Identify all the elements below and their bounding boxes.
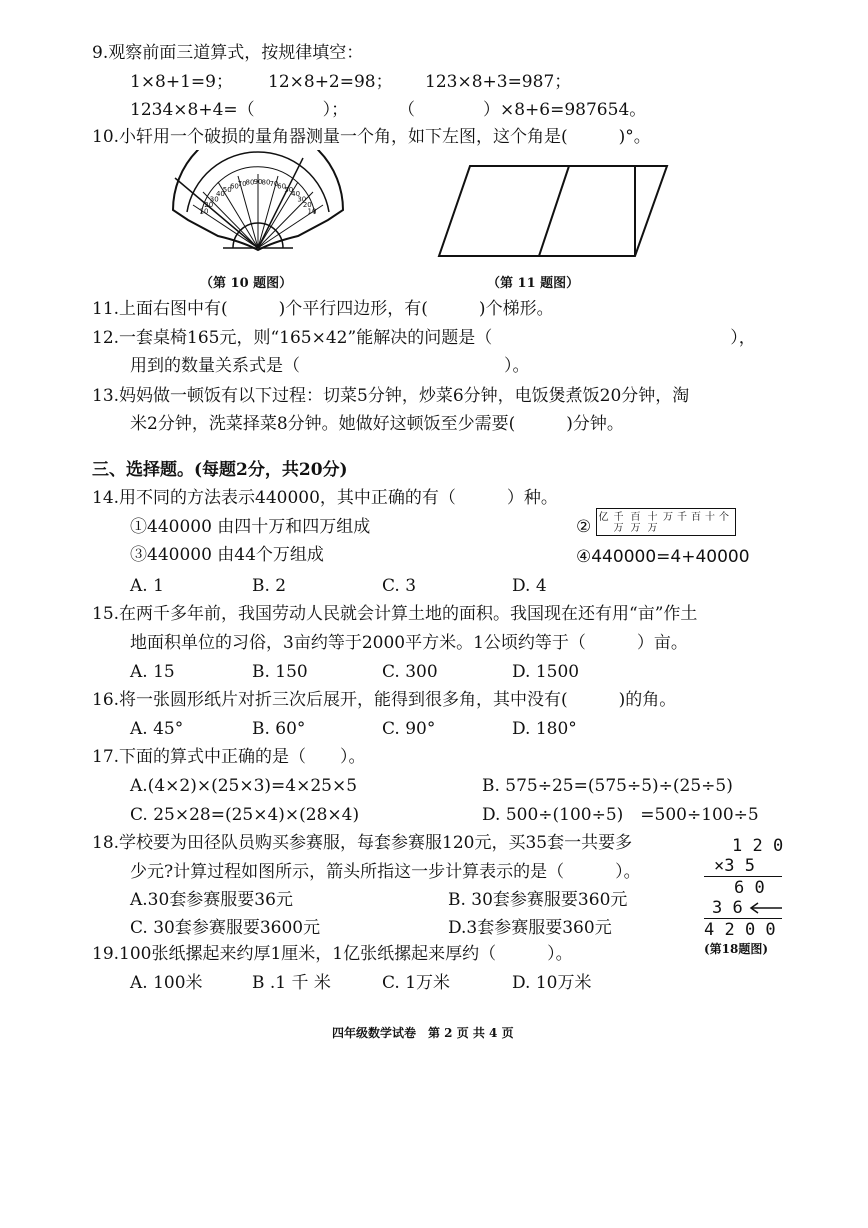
protractor-tick-label: 40 — [215, 190, 225, 199]
q17-text: 17.下面的算式中正确的是（ ）。 — [92, 747, 366, 767]
q14-choice-c[interactable]: C. 3 — [382, 576, 417, 596]
protractor-tick-label: 40 — [291, 190, 301, 199]
calc-row5: 4 2 0 0 — [704, 920, 776, 940]
calc-row1: 1 2 0 — [732, 836, 784, 856]
q14-choice-d[interactable]: D. 4 — [512, 576, 547, 596]
page-footer: 四年级数学试卷 第 2 页 共 4 页 — [332, 1026, 514, 1040]
protractor-tick-label: 20 — [204, 201, 214, 210]
protractor-tick-label: 70 — [269, 180, 279, 188]
protractor-tick-label: 60 — [229, 182, 239, 191]
calc-line2 — [704, 918, 782, 919]
parallelogram-figure — [435, 162, 675, 262]
q14-opt4: ④440000=4+40000 — [576, 547, 750, 567]
q19-choice-c[interactable]: C. 1万米 — [382, 973, 451, 993]
calc-row4: 3 6 — [712, 898, 743, 918]
q9-title: 9.观察前面三道算式，按规律填空： — [92, 43, 364, 63]
calc-row2: ×3 5 — [714, 856, 755, 876]
unit-wan: 万 — [663, 512, 673, 523]
calc-row3: 6 0 — [734, 878, 765, 898]
q15-choice-d[interactable]: D. 1500 — [512, 662, 580, 682]
q18-opt-c[interactable]: C. 30套参赛服要3600元 — [130, 918, 321, 938]
q9-eq5: （ ）×8+6=987654。 — [398, 100, 647, 120]
q16-choice-d[interactable]: D. 180° — [512, 719, 577, 739]
q15-choice-a[interactable]: A. 15 — [130, 662, 175, 682]
q15-line2: 地面积单位的习俗，3亩约等于2000平方米。1公顷约等于（ ）亩。 — [130, 633, 688, 653]
protractor-tick-label: 30 — [297, 195, 307, 204]
q14-text: 14.用不同的方法表示440000，其中正确的有（ ）种。 — [92, 488, 558, 508]
q15-line1: 15.在两千多年前，我国劳动人民就会计算土地的面积。我国现在还有用“亩”作土 — [92, 604, 698, 624]
unit-qianwan: 千万 — [613, 512, 624, 534]
section3-heading: 三、选择题。(每题2分，共20分) — [92, 460, 348, 480]
unit-ge: 个 — [719, 512, 729, 523]
q18-opt-a[interactable]: A.30套参赛服要36元 — [130, 890, 293, 910]
q19-choice-a[interactable]: A. 100米 — [130, 973, 203, 993]
q16-choice-c[interactable]: C. 90° — [382, 719, 436, 739]
q18-line2: 少元?计算过程如图所示，箭头所指这一步计算表示的是（ ）。 — [130, 862, 641, 882]
protractor-tick-label: 60 — [277, 182, 287, 191]
protractor-tick-label: 10 — [199, 207, 209, 216]
fig10-caption: （第 10 题图） — [200, 276, 293, 291]
q16-choice-a[interactable]: A. 45° — [130, 719, 184, 739]
q17-opt-d[interactable]: D. 500÷(100÷5) =500÷100÷5 — [482, 805, 759, 825]
fig18-caption: (第18题图) — [704, 942, 769, 956]
q9-eq3: 123×8+3=987； — [425, 72, 572, 92]
unit-shiwan: 十万 — [647, 512, 658, 534]
q9-eq2: 12×8+2=98； — [268, 72, 393, 92]
q18-line1: 18.学校要为田径队员购买参赛服，每套参赛服120元，买35套一共要多 — [92, 833, 633, 853]
q11-text: 11.上面右图中有( )个平行四边形，有( )个梯形。 — [92, 299, 554, 319]
protractor-tick-label: 10 — [307, 207, 317, 216]
q15-choice-b[interactable]: B. 150 — [252, 662, 308, 682]
q10-text: 10.小轩用一个破损的量角器测量一个角，如下左图，这个角是( )°。 — [92, 127, 651, 147]
q19-text: 19.100张纸摞起来约厚1厘米，1亿张纸摞起来厚约（ ）。 — [92, 944, 573, 964]
protractor-tick-label: 50 — [284, 185, 294, 194]
arrow-icon — [748, 900, 784, 916]
q15-choice-c[interactable]: C. 300 — [382, 662, 438, 682]
protractor-figure — [163, 150, 353, 260]
place-value-chart — [596, 508, 736, 536]
q14-opt2-label: ② — [576, 517, 592, 537]
q14-choice-b[interactable]: B. 2 — [252, 576, 287, 596]
q16-choice-b[interactable]: B. 60° — [252, 719, 306, 739]
q17-opt-b[interactable]: B. 575÷25=(575÷5)÷(25÷5) — [482, 776, 733, 796]
q13-line1: 13.妈妈做一顿饭有以下过程：切菜5分钟，炒菜6分钟，电饭煲煮饭20分钟，淘 — [92, 386, 690, 406]
unit-qian: 千 — [677, 512, 687, 523]
protractor-tick-label: 80 — [261, 178, 271, 187]
q9-eq1: 1×8+1=9； — [130, 72, 233, 92]
calc-line1 — [704, 876, 782, 877]
q14-opt1: ①440000 由四十万和四万组成 — [130, 517, 371, 537]
q17-opt-a[interactable]: A.(4×2)×(25×3)=4×25×5 — [130, 776, 358, 796]
fig11-caption: （第 11 题图） — [487, 276, 580, 291]
q19-choice-b[interactable]: B .1 千 米 — [252, 973, 331, 993]
unit-shi: 十 — [705, 512, 715, 523]
q19-choice-d[interactable]: D. 10万米 — [512, 973, 592, 993]
protractor-tick-label: 80 — [245, 178, 255, 187]
q13-line2: 米2分钟，洗菜择菜8分钟。她做好这顿饭至少需要( )分钟。 — [130, 414, 624, 434]
q12-line1: 12.一套桌椅165元，则“165×42”能解决的问题是（ ）， — [92, 328, 756, 348]
q18-opt-d[interactable]: D.3套参赛服要360元 — [448, 918, 612, 938]
q16-text: 16.将一张圆形纸片对折三次后展开，能得到很多角，其中没有( )的角。 — [92, 690, 677, 710]
protractor-tick-label: 90 — [253, 178, 263, 186]
unit-yi: 亿 — [598, 512, 609, 523]
q9-eq4: 1234×8+4=（ ）； — [130, 100, 349, 120]
q18-opt-b[interactable]: B. 30套参赛服要360元 — [448, 890, 628, 910]
protractor-tick-label: 70 — [237, 180, 247, 188]
q14-opt3: ③440000 由44个万组成 — [130, 545, 324, 565]
protractor-tick-label: 20 — [302, 201, 312, 210]
q12-line2: 用到的数量关系式是（ ）。 — [130, 356, 530, 376]
q17-opt-c[interactable]: C. 25×28=(25×4)×(28×4) — [130, 805, 360, 825]
q14-choice-a[interactable]: A. 1 — [130, 576, 164, 596]
unit-bai: 百 — [691, 512, 701, 523]
protractor-tick-label: 50 — [222, 185, 232, 194]
unit-baiwan: 百万 — [630, 512, 641, 534]
protractor-tick-label: 30 — [209, 195, 219, 204]
